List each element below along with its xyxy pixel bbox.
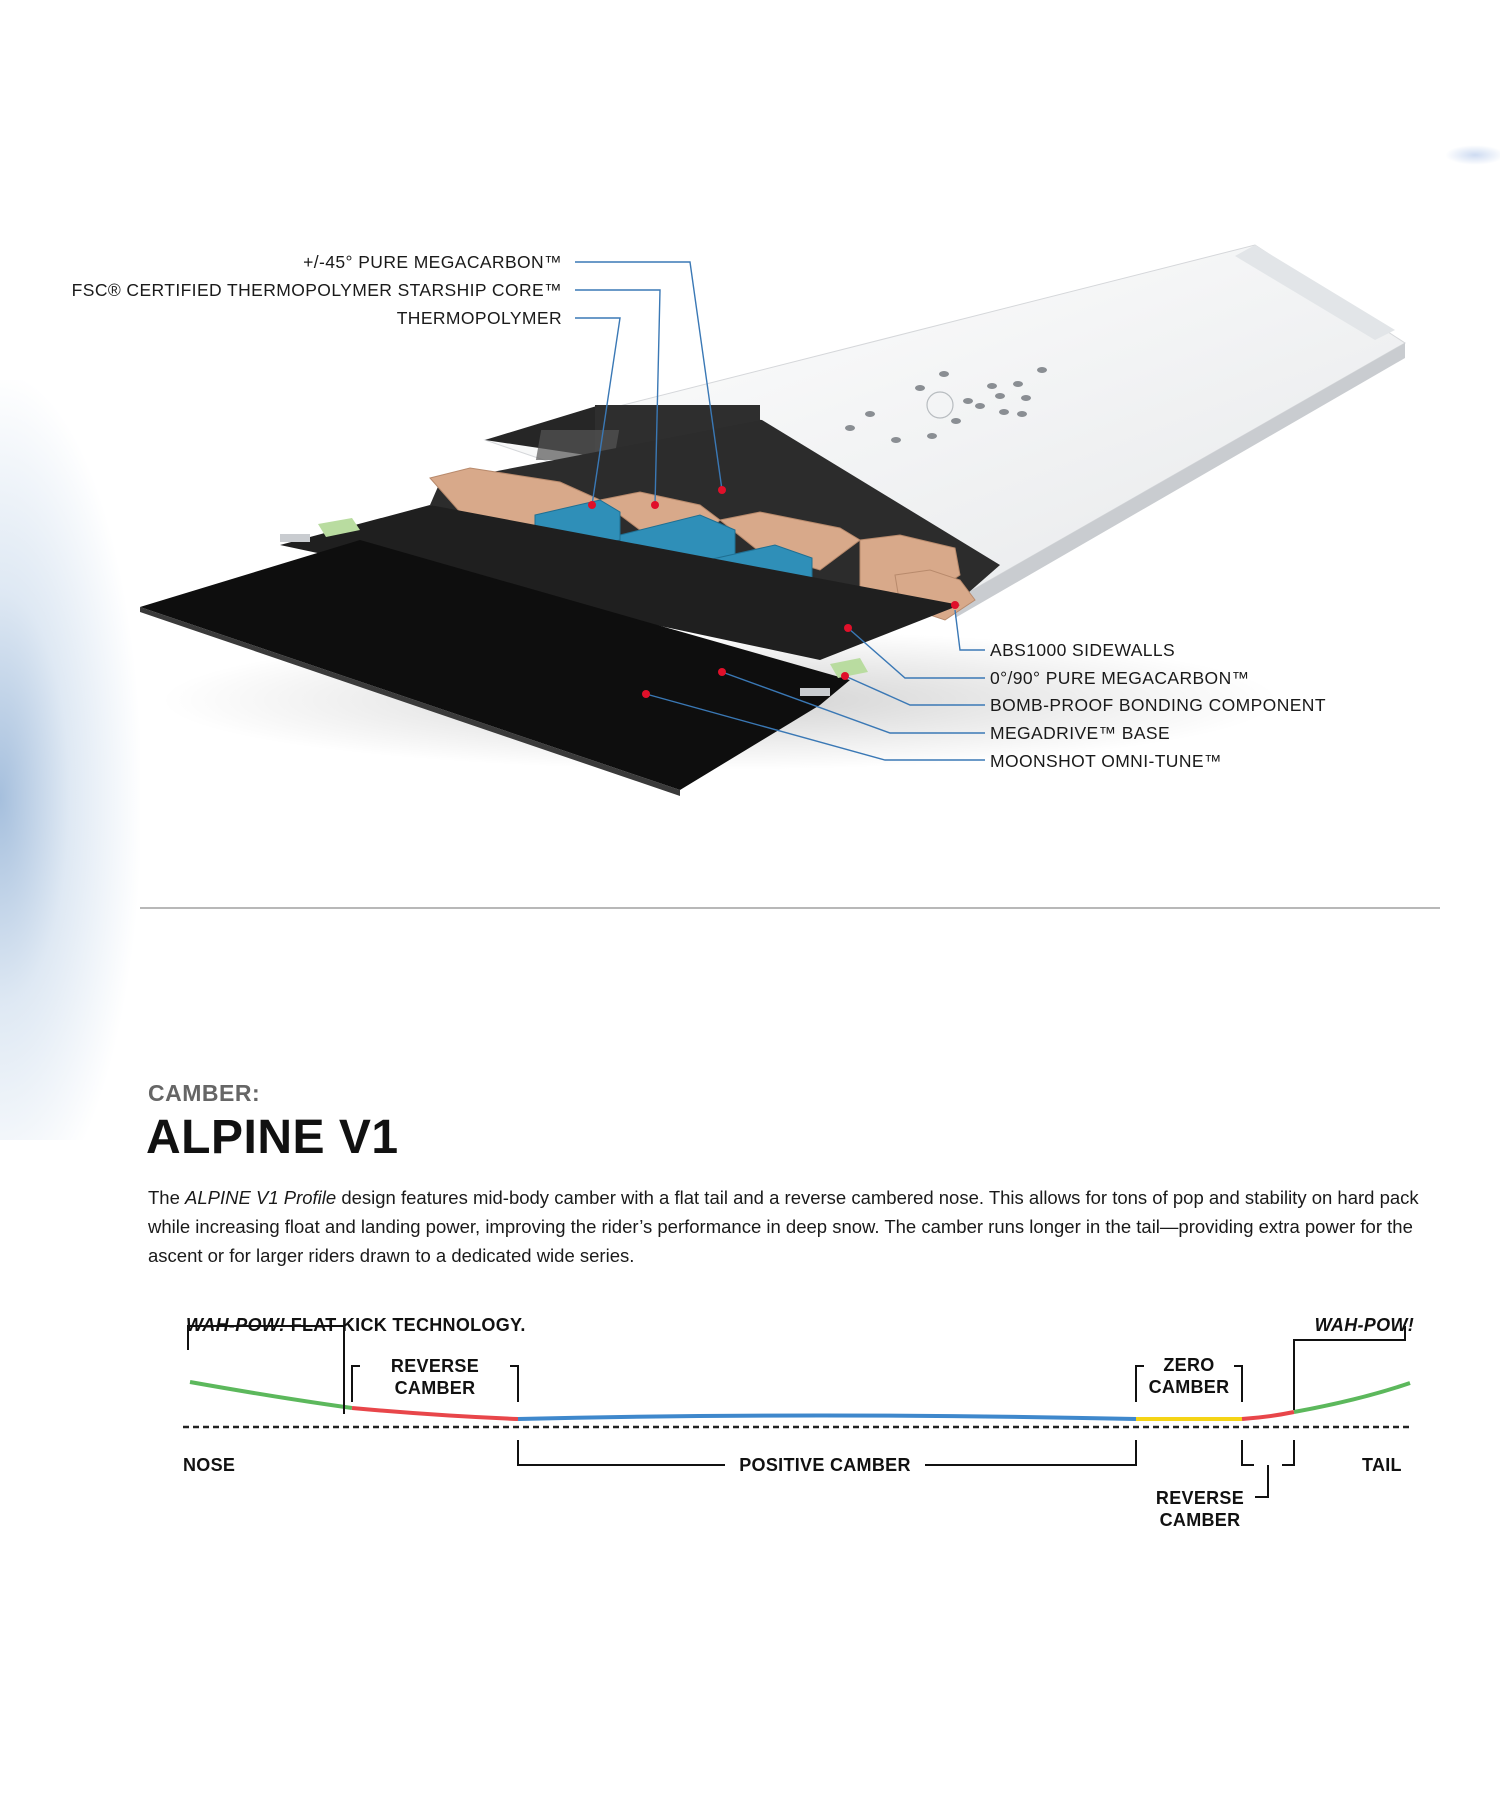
callout-thermopolymer: THERMOPOLYMER [396,308,562,328]
description-prefix: The [148,1187,186,1208]
callout-carbon-45: +/-45° PURE MEGACARBON™ [303,252,562,272]
reverse-camber-nose-label: REVERSE CAMBER [390,1356,480,1398]
wahpow-nose-rest: FLAT KICK TECHNOLOGY. [285,1315,526,1335]
metal-edge-tail [800,688,830,696]
wahpow-nose-italic: WAH-POW! [186,1315,286,1335]
callout-carbon-90: 0°/90° PURE MEGACARBON™ [990,668,1250,688]
profile-flat-kick-tail [1294,1383,1410,1412]
description-body: design features mid-body camber with a flat tail and a reverse cambered nose. This allows for tons of pop and stability on hard pack while increasing float and landing power, improving the rider’s performance in deep snow. The camber runs longer in the tail—providing extra power for the ascent or for larger riders drawn to a dedicated wide series. [148,1187,1419,1266]
camber-description [148,1183,1448,1270]
callout-starship-core: FSC® CERTIFIED THERMOPOLYMER STARSHIP CORE™ [71,280,562,300]
positive-camber-label: POSITIVE CAMBER [739,1455,911,1475]
camber-title: ALPINE V1 [146,1111,399,1164]
profile-reverse-camber-nose [352,1408,518,1419]
reverse-camber-tail-label: REVERSE CAMBER [1155,1488,1245,1530]
profile-reverse-camber-tail [1242,1412,1294,1419]
callout-abs-sidewalls: ABS1000 SIDEWALLS [990,640,1176,660]
zero-camber-label: ZERO CAMBER [1148,1355,1230,1397]
camber-label: CAMBER: [148,1080,261,1106]
metal-edge-nose [280,534,310,542]
section-divider [140,907,1440,909]
wahpow-flat-kick-label [186,1314,526,1336]
wahpow-tail-label: WAH-POW! [1314,1315,1414,1335]
profile-positive-camber [518,1416,1136,1420]
profile-flat-kick-nose [190,1382,352,1408]
tail-label: TAIL [1362,1455,1402,1475]
callout-omni-tune: MOONSHOT OMNI-TUNE™ [990,751,1222,771]
callout-megadrive-base: MEGADRIVE™ BASE [990,723,1171,743]
description-profile-name: ALPINE V1 Profile [185,1187,337,1208]
nose-label: NOSE [183,1455,236,1475]
callout-bonding-component: BOMB-PROOF BONDING COMPONENT [990,695,1326,715]
